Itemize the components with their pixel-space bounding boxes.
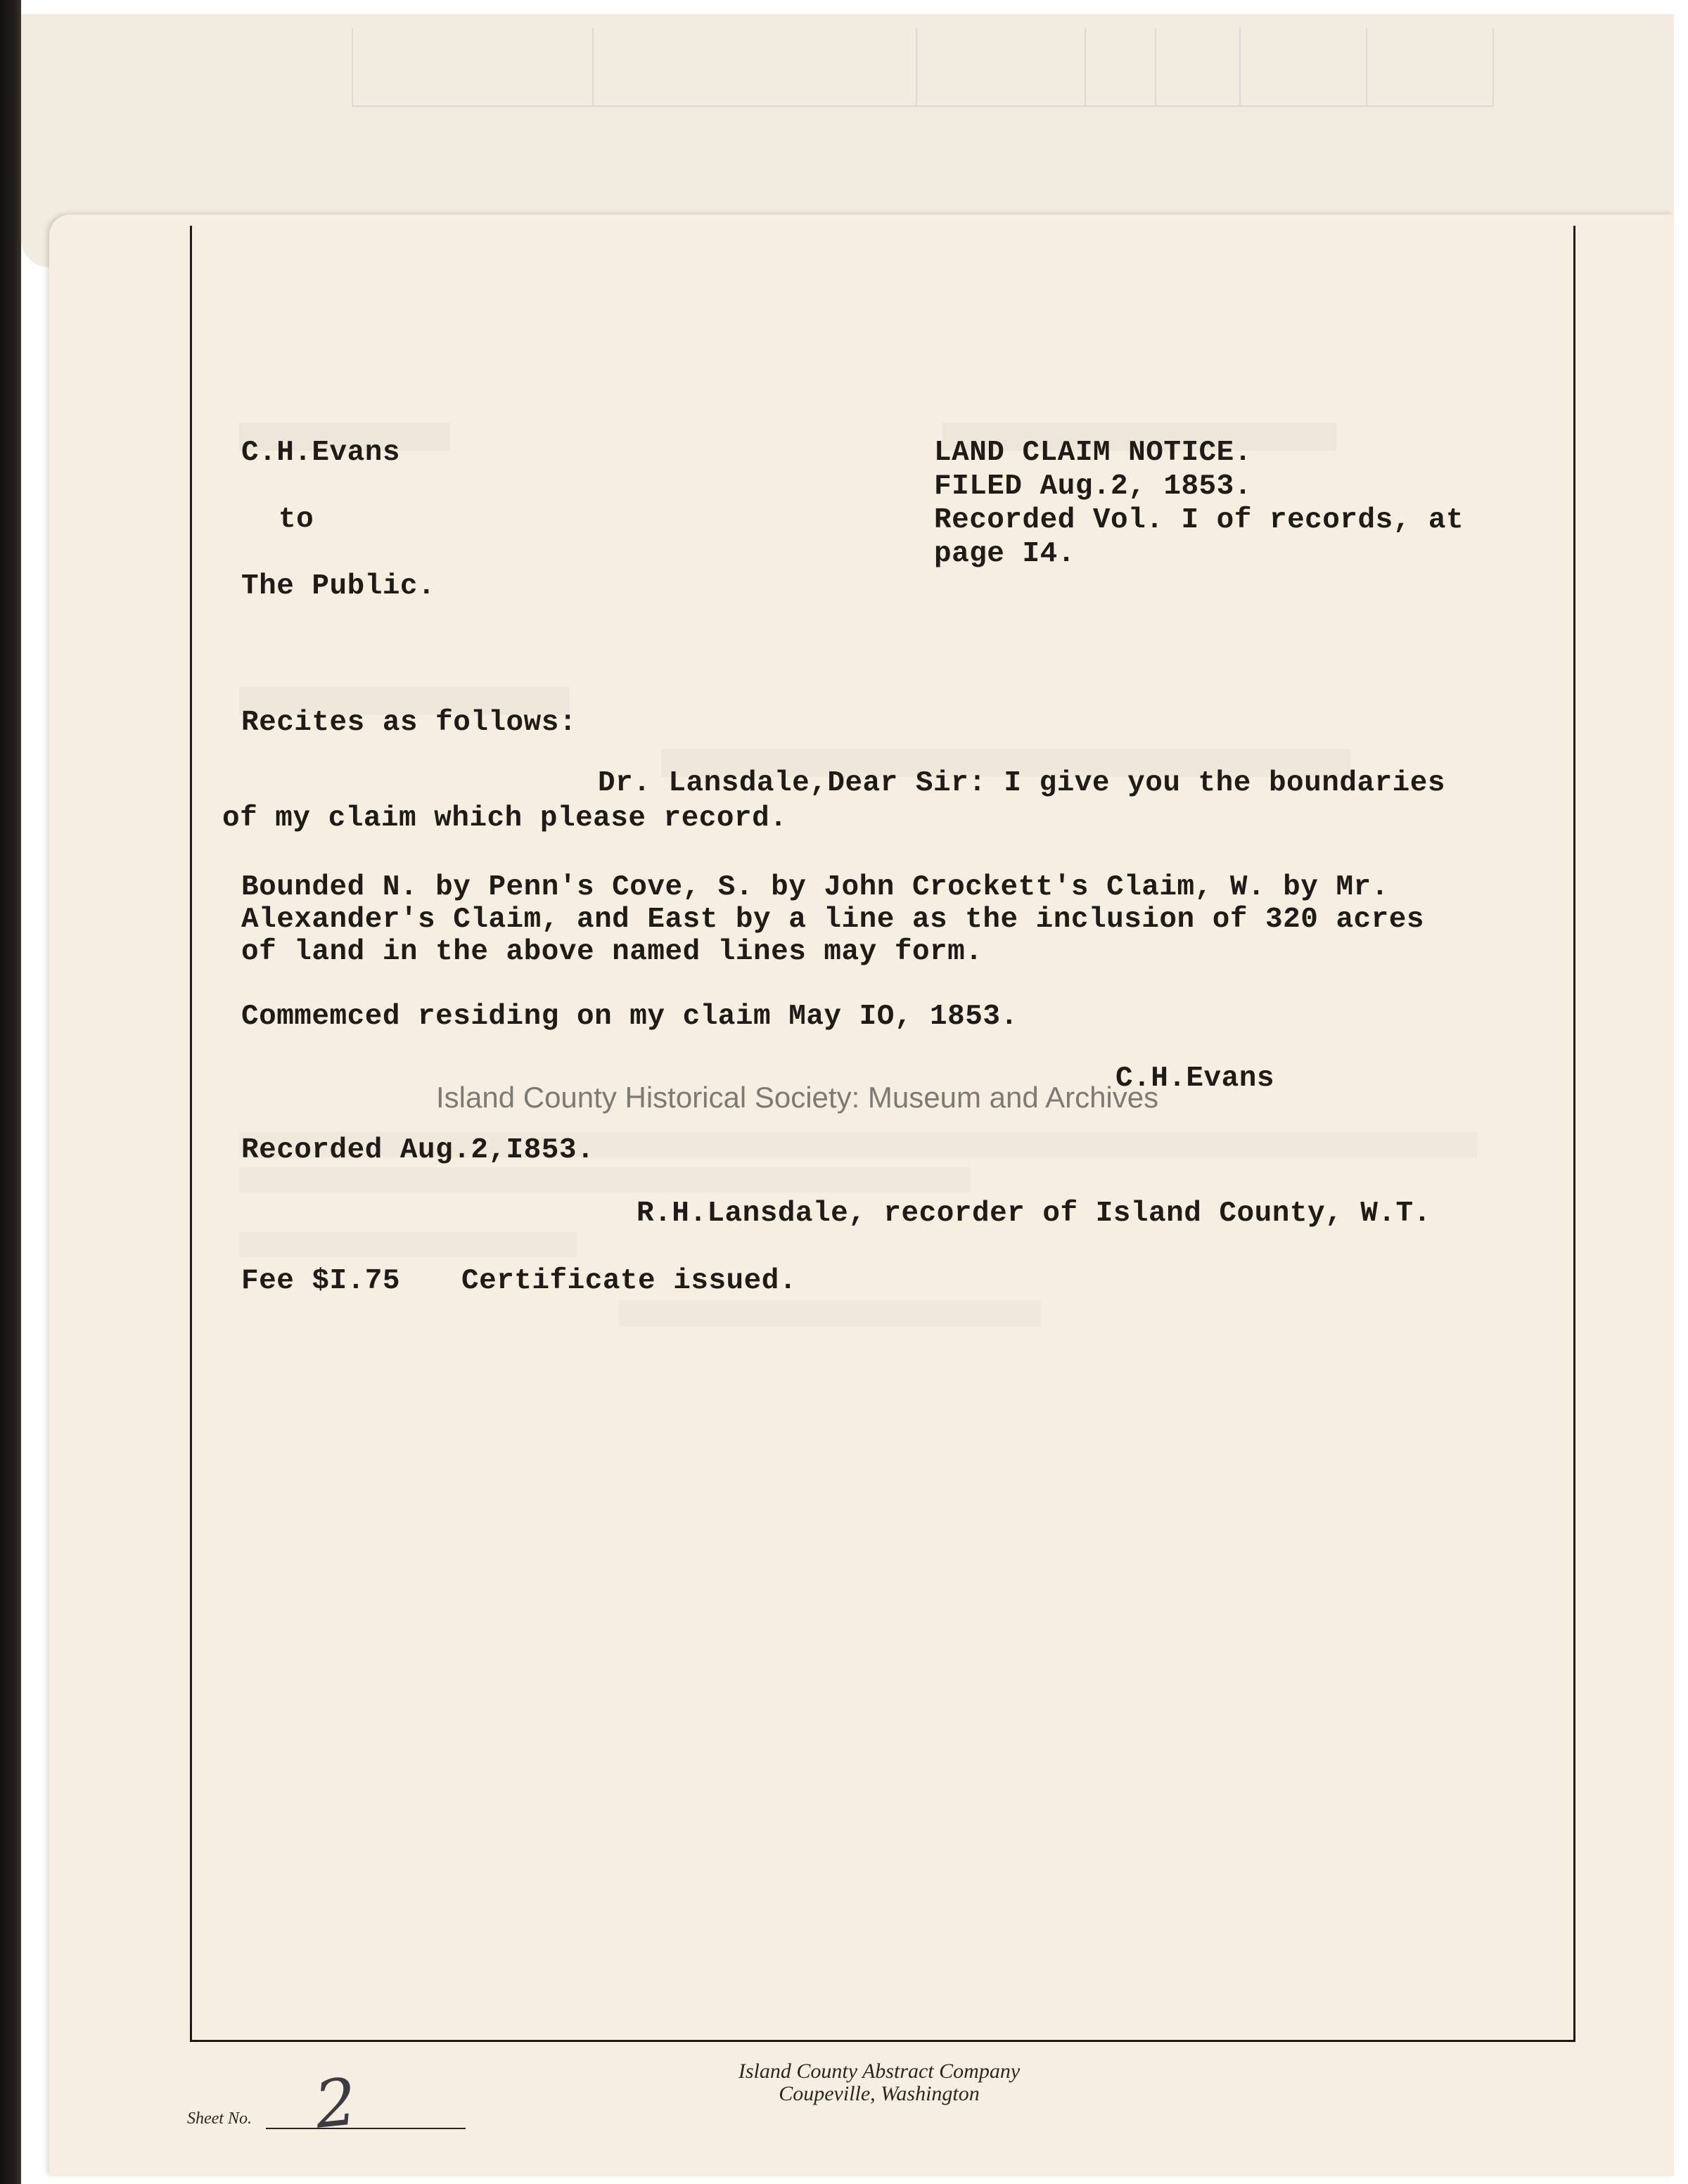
boundary-line: Bounded N. by Penn's Cove, S. by John Crockett's Claim, W. by Mr.	[241, 871, 1389, 904]
letter-line: of my claim which please record.	[222, 802, 788, 835]
company-name: Island County Abstract Company	[738, 2060, 1021, 2083]
bleed-through-text	[239, 1232, 577, 1257]
archive-watermark: Island County Historical Society: Museum and Archives	[436, 1081, 1159, 1114]
sheet-label: Sheet No.	[187, 2109, 252, 2128]
company-imprint	[675, 2060, 1083, 2105]
recorder-name: R.H.Lansdale, recorder of Island County, W.T.	[637, 1197, 1431, 1230]
bleed-through-text	[619, 1301, 1041, 1326]
claimant-signature: C.H.Evans	[1115, 1062, 1274, 1095]
book-binding	[0, 0, 21, 2184]
bleed-through-text	[239, 1167, 971, 1193]
filed-date: FILED Aug.2, 1853.	[934, 470, 1252, 503]
letter-line: Dr. Lansdale,Dear Sir: I give you the boundaries	[598, 767, 1445, 799]
sheet-number-line	[266, 2128, 466, 2129]
company-location: Coupeville, Washington	[779, 2082, 980, 2105]
fee-amount: Fee $I.75	[241, 1265, 400, 1297]
grantee-name: The Public.	[241, 570, 436, 603]
recorded-date: Recorded Aug.2,I853.	[241, 1134, 595, 1167]
notice-title: LAND CLAIM NOTICE.	[934, 437, 1252, 469]
certificate-status: Certificate issued.	[461, 1265, 797, 1297]
sheet-number: 2	[311, 2064, 360, 2143]
bleed-through-table	[352, 28, 1494, 107]
to-label: to	[279, 503, 314, 536]
residence-statement: Commemced residing on my claim May IO, 1853.	[241, 1001, 1018, 1033]
recorded-volume: Recorded Vol. I of records, at	[934, 504, 1464, 537]
recites-heading: Recites as follows:	[241, 707, 577, 739]
recorded-page: page I4.	[934, 538, 1075, 570]
grantor-name: C.H.Evans	[241, 437, 400, 469]
boundary-line: of land in the above named lines may form.	[241, 936, 983, 968]
boundary-line: Alexander's Claim, and East by a line as the inclusion of 320 acres	[241, 904, 1424, 936]
